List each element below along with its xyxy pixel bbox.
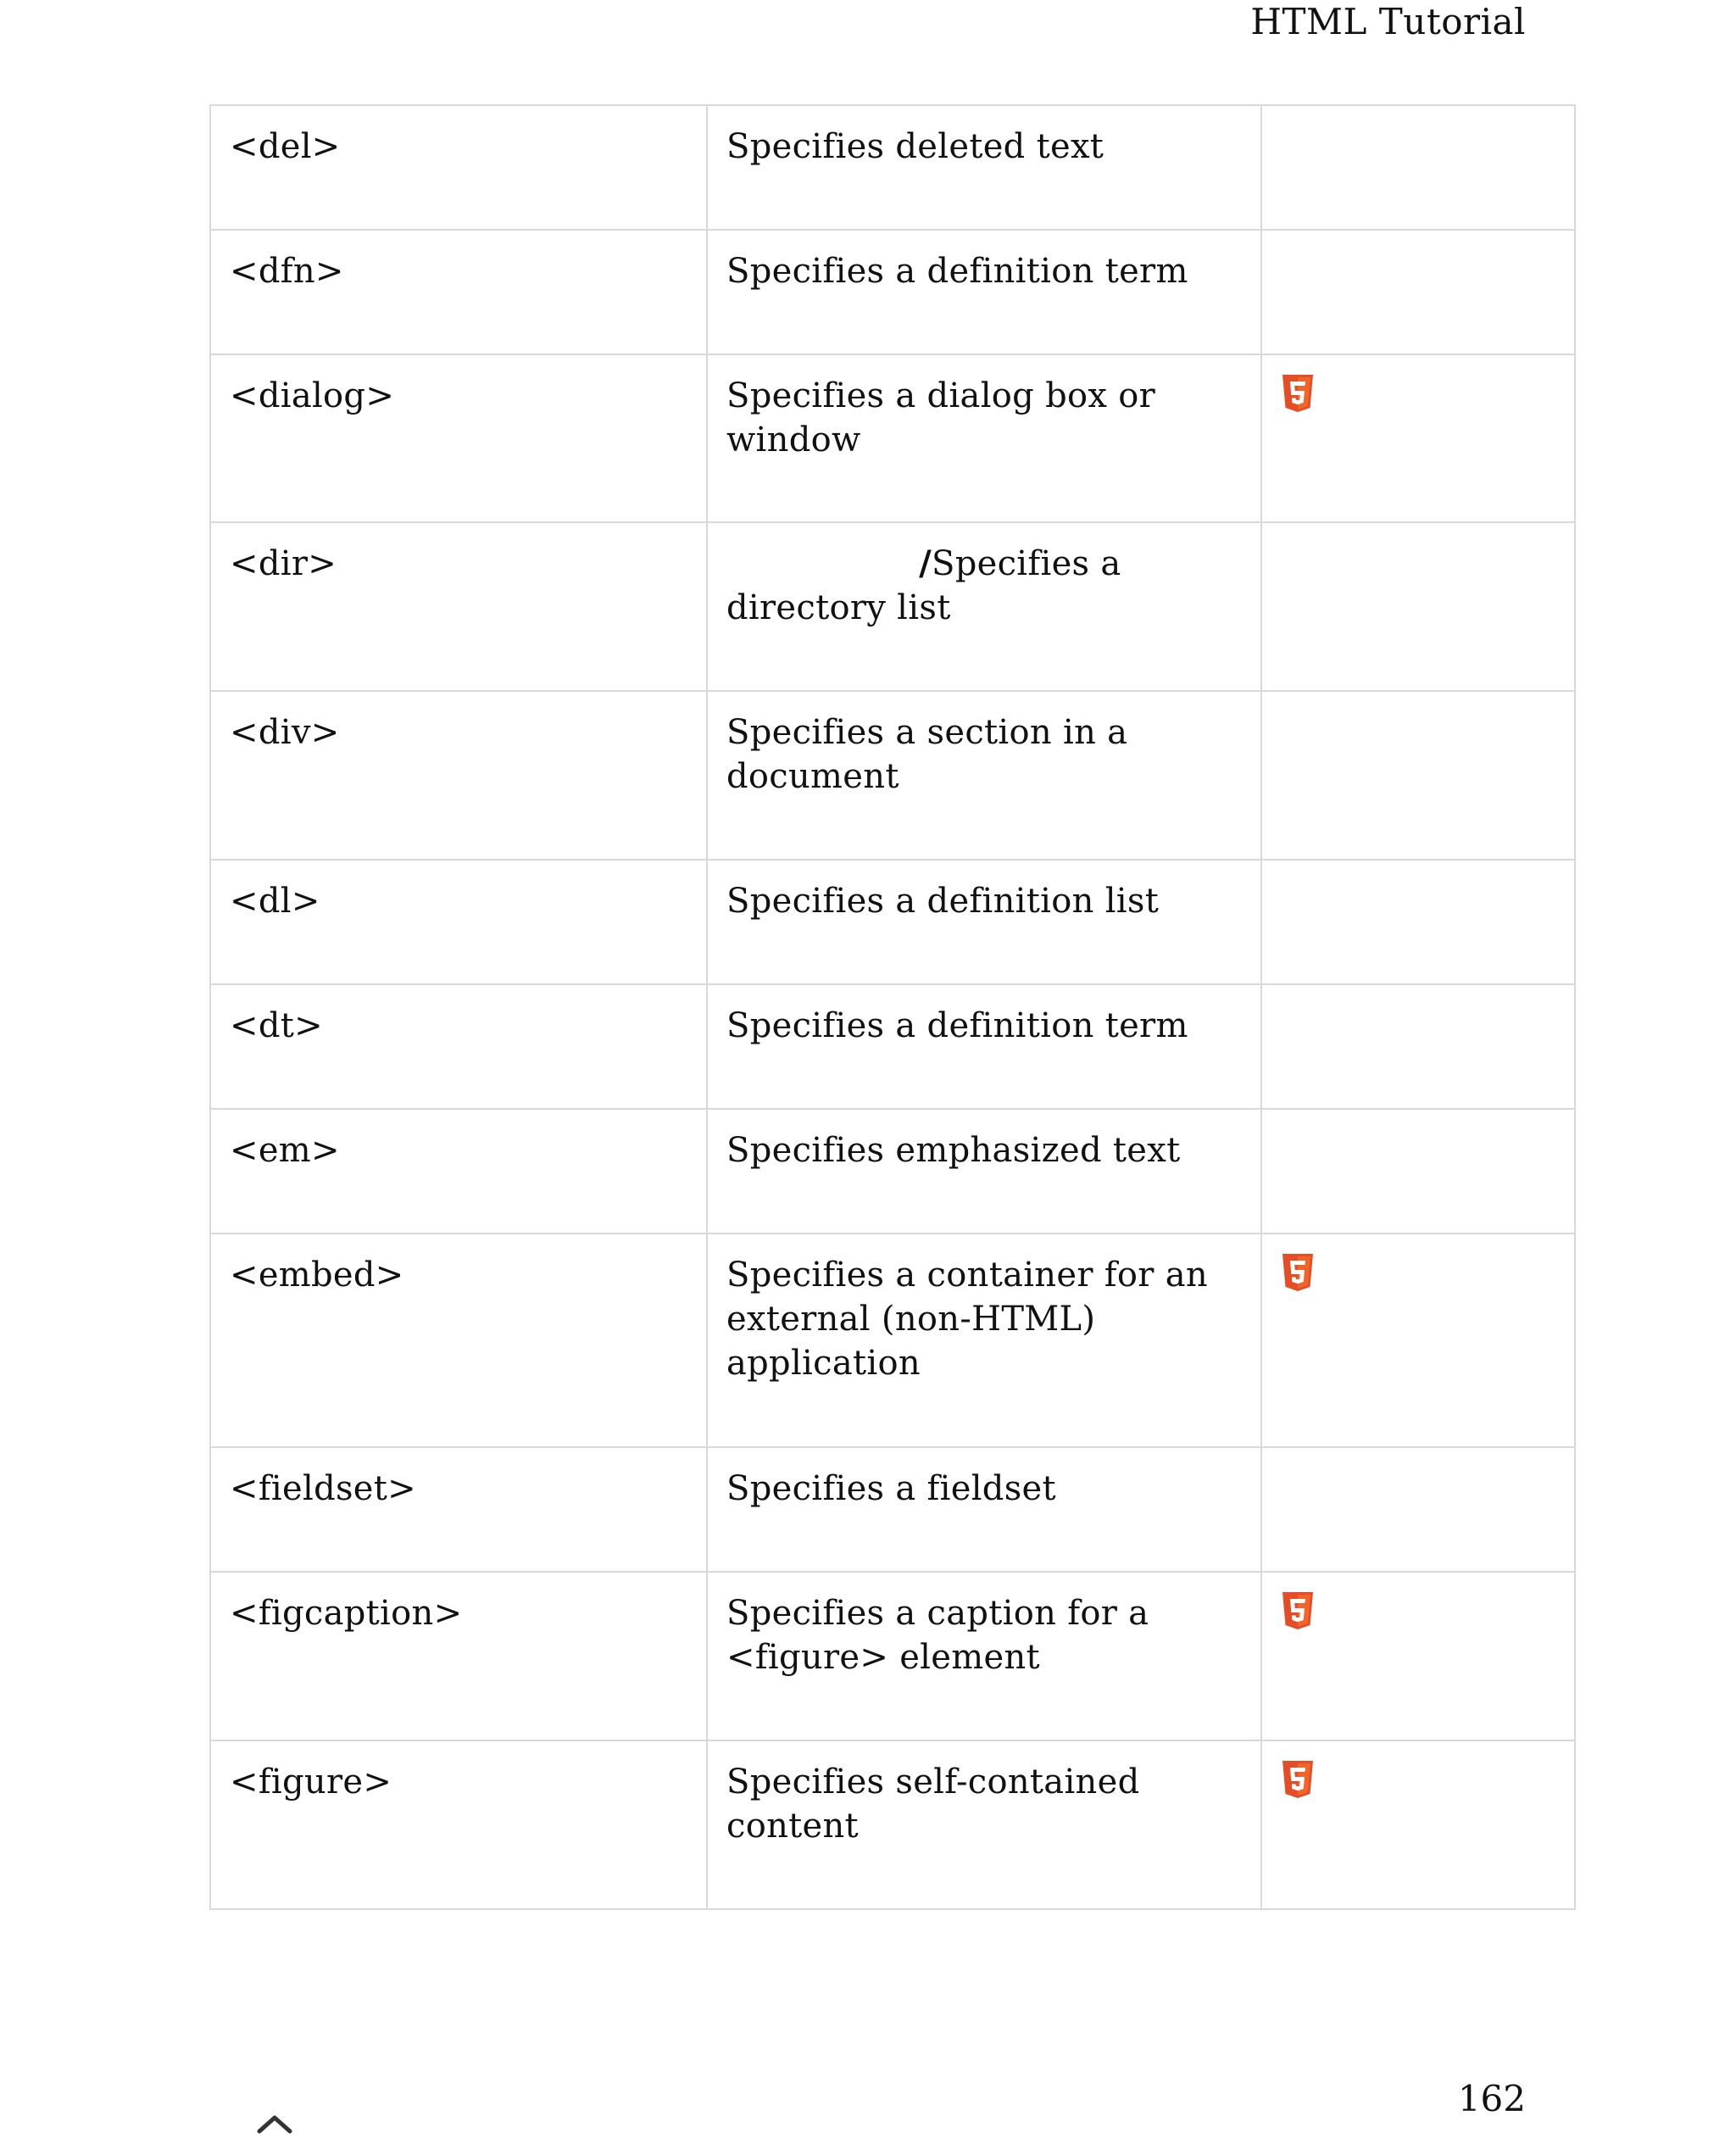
html5-flag-cell (1261, 1740, 1575, 1909)
html5-flag-cell (1261, 354, 1575, 522)
html5-flag-cell (1261, 105, 1575, 230)
html5-flag-cell (1261, 860, 1575, 984)
running-header: HTML Tutorial (1250, 1, 1526, 42)
table-row (210, 1109, 1575, 1233)
page-number: 162 (1457, 2078, 1526, 2119)
tag-cell: <dl> (210, 860, 707, 984)
table-row (210, 1572, 1575, 1740)
tag-cell: <dt> (210, 984, 707, 1109)
table-row (210, 860, 1575, 984)
html5-flag-cell (1261, 1233, 1575, 1447)
tag-cell: <em> (210, 1109, 707, 1233)
table-row (210, 1740, 1575, 1909)
table-row (210, 1447, 1575, 1572)
description-cell: Specifies a container for an external (non-HTML) application (707, 1233, 1261, 1447)
description-text: Specifies a directory list (726, 544, 1121, 627)
html5-flag-cell (1261, 230, 1575, 354)
html5-flag-cell (1261, 984, 1575, 1109)
html5-shield-icon (1281, 1253, 1315, 1292)
description-cell: Specifies emphasized text (707, 1109, 1261, 1233)
tag-cell: <figure> (210, 1740, 707, 1909)
description-cell: Specifies a fieldset (707, 1447, 1261, 1572)
html5-flag-cell (1261, 1572, 1575, 1740)
table-row (210, 1233, 1575, 1447)
description-cell: Specifies a definition term (707, 230, 1261, 354)
html5-flag-cell (1261, 1447, 1575, 1572)
tag-cell: <del> (210, 105, 707, 230)
tag-cell: <dir> (210, 522, 707, 691)
tag-cell: <dfn> (210, 230, 707, 354)
tag-cell: <fieldset> (210, 1447, 707, 1572)
html5-shield-icon (1281, 1591, 1315, 1630)
html5-shield-icon (1281, 374, 1315, 413)
tag-cell: <div> (210, 691, 707, 860)
description-cell (707, 522, 1261, 691)
table-row (210, 522, 1575, 691)
html5-flag-cell (1261, 1109, 1575, 1233)
tag-reference-table (209, 104, 1576, 1910)
description-cell: Specifies a dialog box or window (707, 354, 1261, 522)
table-row (210, 354, 1575, 522)
tag-cell: <dialog> (210, 354, 707, 522)
tag-cell: <embed> (210, 1233, 707, 1447)
strikethrough-mark: / (919, 544, 932, 583)
description-cell: Specifies a section in a document (707, 691, 1261, 860)
html5-flag-cell (1261, 691, 1575, 860)
html5-shield-icon (1281, 1760, 1315, 1799)
description-cell: Specifies deleted text (707, 105, 1261, 230)
html5-flag-cell (1261, 522, 1575, 691)
chevron-up-icon[interactable] (254, 2111, 295, 2141)
description-cell: Specifies a definition list (707, 860, 1261, 984)
table-row (210, 230, 1575, 354)
description-cell: Specifies a definition term (707, 984, 1261, 1109)
description-cell: Specifies a caption for a <figure> element (707, 1572, 1261, 1740)
tag-cell: <figcaption> (210, 1572, 707, 1740)
table-row (210, 691, 1575, 860)
table-row (210, 984, 1575, 1109)
description-cell: Specifies self-contained content (707, 1740, 1261, 1909)
table-row (210, 105, 1575, 230)
